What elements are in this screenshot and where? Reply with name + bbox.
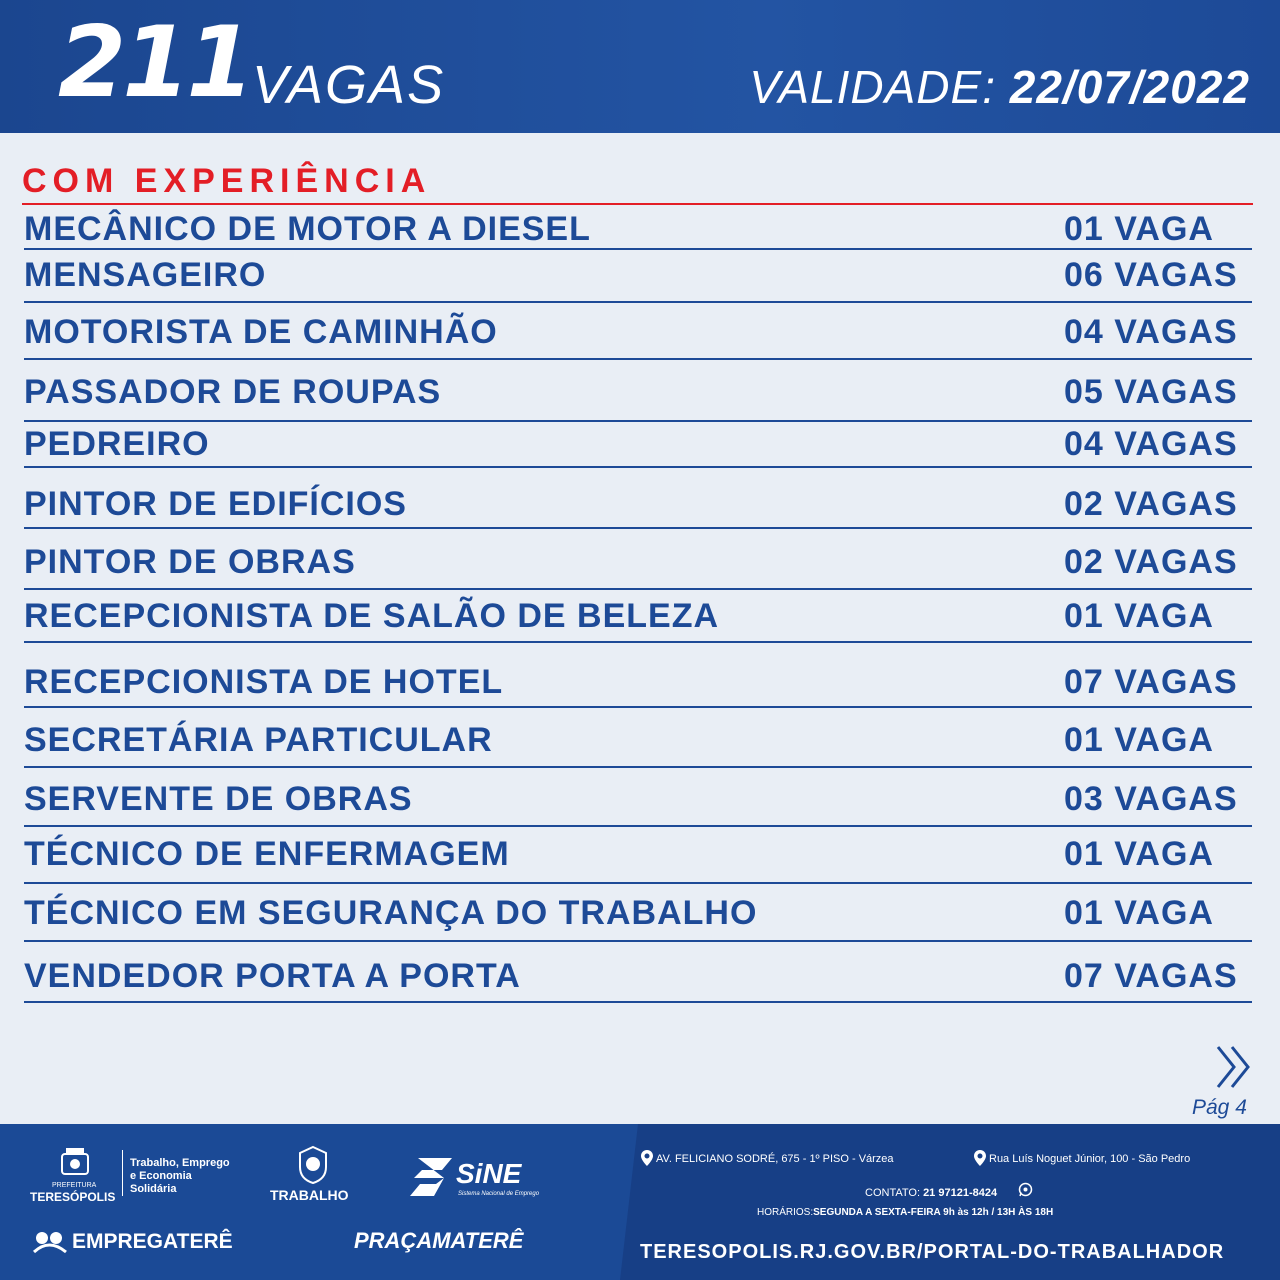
- location-pin-icon: [974, 1150, 986, 1166]
- website-link[interactable]: TERESOPOLIS.RJ.GOV.BR/PORTAL-DO-TRABALHADOR: [640, 1241, 1225, 1263]
- empregatere-label: EMPREGATERÊ: [72, 1230, 233, 1253]
- job-vacancies: 06 VAGAS: [1064, 256, 1238, 294]
- row-divider: [24, 466, 1252, 468]
- row-divider: [24, 301, 1252, 303]
- job-vacancies: 05 VAGAS: [1064, 373, 1238, 411]
- vacancy-count: 211: [58, 6, 251, 120]
- row-divider: [24, 825, 1252, 827]
- job-title: PINTOR DE EDIFÍCIOS: [24, 485, 407, 523]
- job-title: SERVENTE DE OBRAS: [24, 780, 413, 818]
- row-divider: [24, 641, 1252, 643]
- vacancy-label: VAGAS: [252, 55, 446, 115]
- job-vacancies: 02 VAGAS: [1064, 543, 1238, 581]
- job-title: PEDREIRO: [24, 425, 210, 463]
- section-divider: [22, 203, 1253, 205]
- job-title: MOTORISTA DE CAMINHÃO: [24, 313, 498, 351]
- job-vacancies: 01 VAGA: [1064, 210, 1214, 248]
- secretaria-line3: Solidária: [130, 1183, 177, 1195]
- trabalho-crest-icon: [296, 1145, 330, 1185]
- row-divider: [24, 248, 1252, 250]
- job-vacancies: 01 VAGA: [1064, 835, 1214, 873]
- job-vacancies: 02 VAGAS: [1064, 485, 1238, 523]
- secretaria-line1: Trabalho, Emprego: [130, 1157, 230, 1169]
- row-divider: [24, 706, 1252, 708]
- job-vacancies: 01 VAGA: [1064, 597, 1214, 635]
- hours: [757, 1208, 1053, 1218]
- job-vacancies: 07 VAGAS: [1064, 663, 1238, 701]
- logo-divider: [122, 1150, 123, 1196]
- job-vacancies: 04 VAGAS: [1064, 425, 1238, 463]
- sine-logo-icon: [408, 1156, 454, 1198]
- row-divider: [24, 940, 1252, 942]
- validity-label: VALIDADE:: [749, 61, 996, 113]
- job-title: MECÂNICO DE MOTOR A DIESEL: [24, 210, 591, 248]
- validity-date: 22/07/2022: [1009, 61, 1250, 113]
- contact-label: CONTATO:: [865, 1187, 920, 1199]
- contact: [865, 1188, 997, 1199]
- row-divider: [24, 527, 1252, 529]
- empregatere-logo-icon: [32, 1230, 68, 1254]
- section-title: COM EXPERIÊNCIA: [22, 162, 432, 200]
- double-chevron-right-icon[interactable]: [1212, 1044, 1258, 1090]
- city-crest-icon: [58, 1148, 92, 1178]
- validity: [749, 61, 1250, 113]
- row-divider: [24, 882, 1252, 884]
- contact-phone[interactable]: 21 97121-8424: [923, 1187, 998, 1199]
- job-title: RECEPCIONISTA DE HOTEL: [24, 663, 504, 701]
- job-title: RECEPCIONISTA DE SALÃO DE BELEZA: [24, 597, 720, 635]
- row-divider: [24, 1001, 1252, 1003]
- address-2: Rua Luís Noguet Júnior, 100 - São Pedro: [989, 1153, 1191, 1165]
- hours-label: HORÁRIOS:: [757, 1207, 814, 1218]
- prefeitura-logo: [30, 1148, 120, 1206]
- page-number: Pág 4: [1192, 1096, 1247, 1119]
- job-title: TÉCNICO DE ENFERMAGEM: [24, 835, 510, 873]
- row-divider: [24, 358, 1252, 360]
- job-vacancies: 01 VAGA: [1064, 721, 1214, 759]
- job-vacancies: 03 VAGAS: [1064, 780, 1238, 818]
- pracamatere-label: PRAÇAMATERÊ: [354, 1228, 524, 1253]
- location-pin-icon: [641, 1150, 653, 1166]
- job-title: PINTOR DE OBRAS: [24, 543, 356, 581]
- trabalho-label: TRABALHO: [270, 1187, 349, 1203]
- job-title: SECRETÁRIA PARTICULAR: [24, 721, 493, 759]
- sine-subtitle: Sistema Nacional de Emprego: [458, 1191, 540, 1197]
- prefeitura-city: TERESÓPOLIS: [30, 1190, 116, 1204]
- secretaria-line2: e Economia: [130, 1170, 192, 1182]
- job-vacancies: 04 VAGAS: [1064, 313, 1238, 351]
- whatsapp-icon: [1018, 1182, 1033, 1197]
- row-divider: [24, 588, 1252, 590]
- job-title: PASSADOR DE ROUPAS: [24, 373, 442, 411]
- job-title: TÉCNICO EM SEGURANÇA DO TRABALHO: [24, 894, 758, 932]
- hours-value: SEGUNDA A SEXTA-FEIRA 9h às 12h / 13H ÀS 18H: [813, 1207, 1054, 1218]
- job-vacancies: 01 VAGA: [1064, 894, 1214, 932]
- row-divider: [24, 420, 1252, 422]
- sine-label: SiNE: [456, 1158, 522, 1189]
- job-title: MENSAGEIRO: [24, 256, 267, 294]
- job-title: VENDEDOR PORTA A PORTA: [24, 957, 521, 995]
- prefeitura-small: PREFEITURA: [52, 1182, 97, 1189]
- header-banner: [0, 0, 1280, 133]
- address-1: AV. FELICIANO SODRÉ, 675 - 1º PISO - Várzea: [656, 1153, 894, 1165]
- row-divider: [24, 766, 1252, 768]
- job-vacancies: 07 VAGAS: [1064, 957, 1238, 995]
